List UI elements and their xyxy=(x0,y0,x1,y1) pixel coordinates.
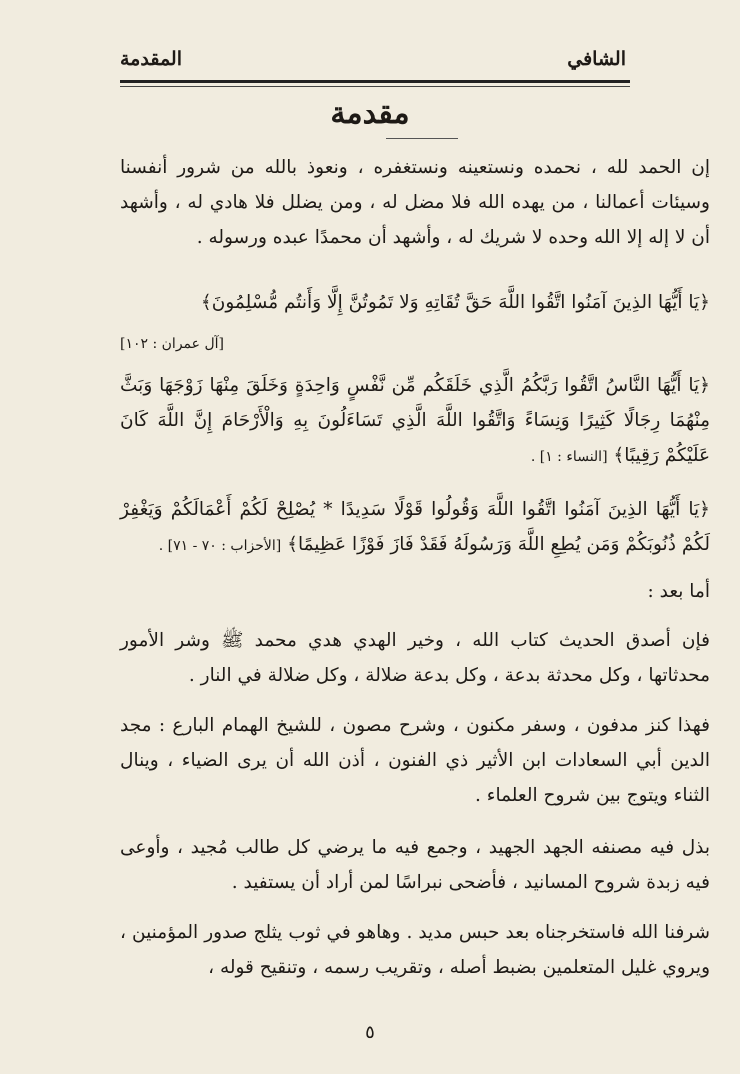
verse-2-text: ﴿يَا أَيُّهَا النَّاسُ اتَّقُوا رَبَّكُمُ الَّذِي خَلَقَكُم مِّن نَّفْسٍ وَاحِدَةٍ وَخَلَقَ مِنْهَا زَوْجَهَا وَبَثَّ مِنْهُمَا رِجَالًا كَثِيرًا وَنِسَاءً وَاتَّقُوا اللَّهَ الَّذِي تَسَاءَلُونَ بِهِ وَالْأَرْحَامَ إِنَّ اللَّهَ كَانَ عَلَيْكُمْ رَقِيبًا﴾ xyxy=(120,375,710,466)
verse-3-text: ﴿يَا أَيُّهَا الذِينَ آمَنُوا اتَّقُوا اللَّهَ وَقُولُوا قَوْلًا سَدِيدًا * يُصْلِحْ لَكُمْ أَعْمَالَكُمْ وَيَغْفِرْ لَكُمْ ذُنُوبَكُمْ وَمَن يُطِعِ اللَّهَ وَرَسُولَهُ فَقَدْ فَازَ فَوْزًا عَظِيمًا﴾ xyxy=(120,499,710,555)
verse-2-reference: [النساء : ١] . xyxy=(530,449,608,465)
header-section-title: المقدمة xyxy=(120,48,183,70)
verse-3-reference: [الأحزاب : ٧٠ - ٧١] . xyxy=(158,538,282,554)
verse-2 xyxy=(120,368,710,475)
amma-bad: أما بعد : xyxy=(647,581,710,602)
header-book-title: الشافي xyxy=(567,48,626,70)
verse-1-reference: [آل عمران : ١٠٢] xyxy=(120,336,224,352)
verse-3 xyxy=(120,492,710,564)
paragraph-book-intro: فهذا كنز مدفون ، وسفر مكنون ، وشرح مصون ، للشيخ الهمام البارع : مجد الدين أبي السعادات ابن الأثير ذي الفنون ، أذن الله أن يرى الضياء ، وينال الثناء ويتوج بين شروح العلماء . xyxy=(120,715,710,806)
title-underline xyxy=(386,138,458,139)
page-number: ٥ xyxy=(365,1022,375,1043)
paragraph-extraction: شرفنا الله فاستخرجناه بعد حبس مديد . وهاهو في ثوب يثلج صدور المؤمنين ، ويروي غليل المتعلمين بضبط أصله ، وتقريب رسمه ، وتنقيح قوله ، xyxy=(120,922,710,978)
paragraph-author-effort: بذل فيه مصنفه الجهد الجهيد ، وجمع فيه ما يرضي كل طالب مُجيد ، وأوعى فيه زبدة شروح المسانيد ، فأضحى نبراسًا لمن أراد أن يستفيد . xyxy=(120,837,710,893)
paragraph-opening: إن الحمد لله ، نحمده ونستعينه ونستغفره ، ونعوذ بالله من شرور أنفسنا وسيئات أعمالنا ، من يهده الله فلا مضل له ، ومن يضلل فلا هادي له ، وأشهد أن لا إله إلا الله وحده لا شريك له ، وأشهد أن محمدًا عبده ورسوله . xyxy=(120,157,710,248)
header-rule-thick xyxy=(120,80,630,83)
paragraph-hadith: فإن أصدق الحديث كتاب الله ، وخير الهدي هدي محمد ﷺ وشر الأمور محدثاتها ، وكل محدثة بدعة ، وكل بدعة ضلالة ، وكل ضلالة في النار . xyxy=(120,630,710,686)
page-title: مقدمة xyxy=(330,96,410,131)
verse-1: ﴿يَا أَيُّهَا الذِينَ آمَنُوا اتَّقُوا اللَّهَ حَقَّ تُقَاتِهِ وَلا تَمُوتُنَّ إِلَّا وَأَنتُم مُّسْلِمُونَ﴾ xyxy=(200,292,710,313)
running-header xyxy=(118,44,628,74)
header-rule-thin xyxy=(120,86,630,87)
